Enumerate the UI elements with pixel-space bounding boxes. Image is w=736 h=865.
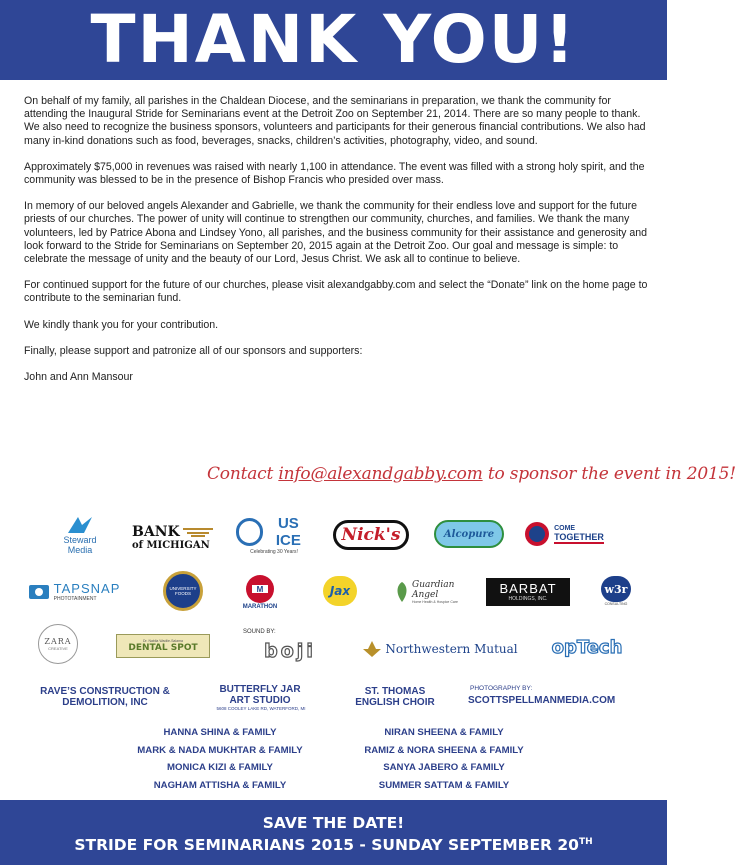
photography-name: SCOTTSPELLMANMEDIA.COM xyxy=(468,695,616,706)
logo-bank-of-michigan xyxy=(132,522,212,552)
logo-marathon xyxy=(226,568,294,616)
families-right xyxy=(344,724,544,794)
logo-nicks xyxy=(338,515,404,555)
logo-university-foods xyxy=(162,570,204,612)
family-entry: HANNA SHINA & FAMILY xyxy=(163,727,277,738)
logo-alcopure xyxy=(434,516,504,552)
letter-paragraph: On behalf of my family, all parishes in the Chaldean Diocese, and the seminarians in preparation, we thank the community for attending the Inaugural Stride for Seminarians event at the Detroit Zoo on September 21, 2014. There are so many people to thank. We also need to recognize the business sponsors, volunteers and participants for their generous financial contributions. We also had many in-kind donations such as food, beverages, snacks, children’s activities, photography, video, and sound. xyxy=(24,95,646,147)
bank-stripes-icon xyxy=(183,527,213,537)
boji-text: boji xyxy=(264,640,316,662)
marathon-text: MARATHON xyxy=(242,604,278,610)
come-line2: TOGETHER xyxy=(554,531,604,542)
family-entry: MARK & NADA MUKHTAR & FAMILY xyxy=(137,744,303,756)
logo-optech xyxy=(544,636,630,658)
usice-circle-icon xyxy=(236,518,263,546)
guardian-sub: Home Health & Hospice Care xyxy=(412,600,458,604)
dental-text: DENTAL SPOT xyxy=(128,642,198,653)
letter-paragraph: For continued support for the future of our churches, please visit alexandgabby.com and select the “Donate” link on the home page to contribute to the seminarian fund. xyxy=(24,279,648,305)
letter-paragraph: Finally, please support and patronize all of our sponsors and supporters: xyxy=(24,344,363,357)
steward-swoosh-icon xyxy=(66,515,94,535)
jax-badge xyxy=(323,576,357,606)
logo-guardian-angel xyxy=(392,574,464,610)
w3r-text: w3r xyxy=(604,582,628,596)
event-date-text: STRIDE FOR SEMINARIANS 2015 - SUNDAY SEPTEMBER 20 xyxy=(74,836,579,854)
tapsnap-sub: PHOTOTAINMENT xyxy=(53,595,97,602)
nicks-badge xyxy=(333,520,410,550)
jax-text: Jax xyxy=(329,584,351,598)
sponsor-butterfly: BUTTERFLY JAR ART STUDIO xyxy=(219,684,301,706)
alcopure-text: Alcopure xyxy=(443,528,495,540)
event-date-line xyxy=(0,836,667,854)
letter-paragraph: Approximately $75,000 in revenues was raised with nearly 1,100 in attendance. The event was filled with a strong holy spirit, and the community was blessed to be in the presence of Bishop Francis who presided over mass. xyxy=(24,160,645,187)
logo-w3r xyxy=(594,574,638,608)
contact-email-link[interactable]: info@alexandgabby.com xyxy=(278,464,483,484)
nicks-text: Nick's xyxy=(341,525,401,545)
zara-text: ZARA xyxy=(44,637,72,646)
w3r-badge xyxy=(601,576,631,602)
camera-icon xyxy=(28,581,50,601)
letter-body xyxy=(24,95,649,397)
family-entry: MONICA KIZI & FAMILY xyxy=(167,762,273,773)
family-entry: SANYA JABERO & FAMILY xyxy=(383,762,505,773)
contact-line xyxy=(207,464,736,484)
signature: John and Ann Mansour xyxy=(24,371,133,384)
usice-sub: Celebrating 30 Years! xyxy=(250,549,298,555)
family-entry: NIRAN SHEENA & FAMILY xyxy=(384,727,504,738)
logo-northwestern-mutual xyxy=(358,638,522,660)
tapsnap-text: TAPSNAP xyxy=(53,580,121,596)
barbat-text: BARBAT xyxy=(499,581,557,596)
alcopure-oval xyxy=(434,520,504,548)
letter-paragraph: In memory of our beloved angels Alexander and Gabrielle, we thank the community for their endless love and support for the future priests of our churches. The power of unity will continue to strengthen our community, churches, and families. We thank the many volunteers, led by Patrice Abona and Lindsey Yono, all parishes, and the business community for their assistance and generosity and look forward to the Stride for Seminarians on September 20, 2015 again at the Detroit Zoo. Our goal and message is simple: to celebrate the message of unity and the beauty of our Lord, Jesus Christ. We ask all to continue to believe. xyxy=(24,200,648,266)
zara-sub: CREATIVE xyxy=(48,646,68,651)
families-left xyxy=(120,724,320,794)
logo-tapsnap xyxy=(26,576,122,606)
logo-barbat xyxy=(486,578,570,606)
logo-come-together xyxy=(514,518,614,550)
sponsor-choir: ST. THOMAS ENGLISH CHOIR xyxy=(355,686,435,708)
event-date-suffix: TH xyxy=(578,836,593,847)
letter-paragraph: We kindly thank you for your contribution. xyxy=(24,318,219,331)
save-the-date: SAVE THE DATE! xyxy=(262,814,405,832)
sponsor-raves: RAVE’S CONSTRUCTION & DEMOLITION, INC xyxy=(40,686,170,708)
angel-icon xyxy=(394,580,410,604)
sound-by-label: SOUND BY: xyxy=(243,629,276,635)
bank-line1: BANK xyxy=(132,523,180,540)
logo-jax xyxy=(322,574,358,608)
family-entry: SUMMER SATTAM & FAMILY xyxy=(378,779,510,791)
nwm-leaf-icon xyxy=(362,640,382,658)
university-seal-icon xyxy=(163,571,203,611)
butterfly-address: 5608 COOLEY LAKE RD, WATERFORD, MI xyxy=(216,706,306,711)
come-line1: COME xyxy=(554,524,576,532)
logo-boji xyxy=(258,640,322,662)
contact-pre: Contact xyxy=(207,464,279,484)
guardian-text: Guardian Angel xyxy=(412,580,455,600)
marathon-m-icon xyxy=(245,574,275,604)
svg-text:M: M xyxy=(256,585,264,594)
contact-post: to sponsor the event in 2015! xyxy=(482,464,736,484)
pistons-ball-icon xyxy=(524,521,550,547)
w3r-sub: CONSULTING xyxy=(604,602,628,606)
photography-label: PHOTOGRAPHY BY: xyxy=(470,685,533,692)
steward-line2: Media xyxy=(67,545,93,555)
university-text: UNIVERSITY FOODS xyxy=(169,586,197,596)
steward-line1: Steward xyxy=(63,535,97,545)
dental-top: Dr. Nabila Wadiie-Salama xyxy=(143,638,183,643)
logo-steward-media xyxy=(50,512,110,558)
barbat-sub: HOLDINGS, INC. xyxy=(508,596,548,602)
page-title: THANK YOU! xyxy=(90,1,577,78)
family-entry: NAGHAM ATTISHA & FAMILY xyxy=(153,779,287,791)
header-banner xyxy=(0,0,667,80)
bank-line2: of MICHIGAN xyxy=(132,539,210,551)
logo-dental-spot xyxy=(116,634,210,658)
optech-text: opTech xyxy=(551,636,623,658)
logo-us-ice xyxy=(236,515,312,555)
usice-text: US ICE xyxy=(275,515,301,549)
logo-zara xyxy=(38,624,78,664)
footer-banner xyxy=(0,800,667,865)
nwm-text: Northwestern Mutual xyxy=(385,642,518,656)
family-entry: RAMIZ & NORA SHEENA & FAMILY xyxy=(364,744,524,756)
